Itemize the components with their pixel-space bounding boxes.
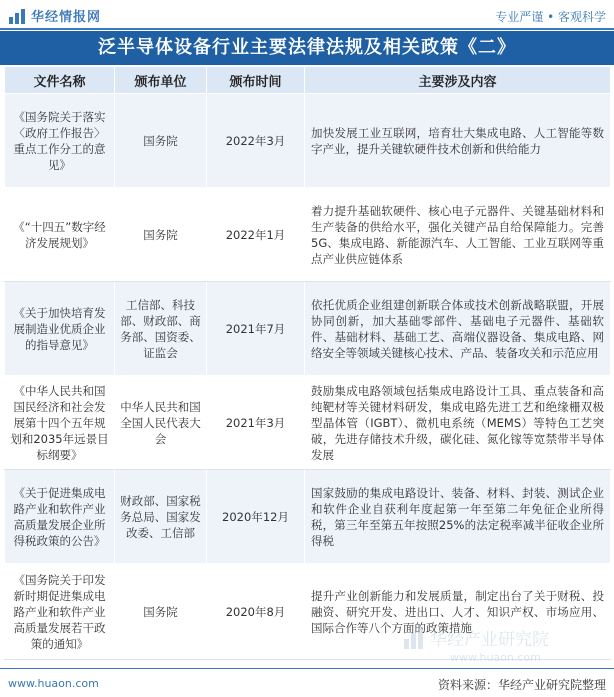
- slogan: 专业严谨 • 客观科学: [495, 10, 606, 24]
- watermark-cn: 华经产业研究院: [430, 630, 549, 650]
- page-title: 泛半导体设备行业主要法律法规及相关政策《二》: [0, 31, 614, 65]
- cell-issuer: 工信部、科技部、财政部、商务部、国资委、证监会: [115, 282, 207, 376]
- cell-content: 国家鼓励的集成电路设计、装备、材料、封装、测试企业和软件企业自获利年度起第一年至第二年免征企业所得税，第三年至第五年按照25%的法定税率减半征收企业所得税: [305, 470, 611, 564]
- cell-name: 《“十四五”数字经济发展规划》: [5, 188, 115, 282]
- cell-name: 《中华人民共和国国民经济和社会发展第十四个五年规划和2035年远景目标纲要》: [5, 376, 115, 470]
- cell-content: 加快发展工业互联网，培育壮大集成电路、人工智能等数字产业，提升关键软硬件技术创新和供给能力: [305, 94, 611, 188]
- top-bar: [0, 0, 614, 30]
- policy-table: [4, 66, 611, 660]
- cell-issuer: 国务院: [115, 564, 207, 660]
- table-header-row: [5, 67, 611, 94]
- table-row: [5, 282, 611, 376]
- brand-name: 华经情报网: [31, 10, 102, 25]
- table-row: [5, 470, 611, 564]
- cell-date: 2021年3月: [207, 376, 305, 470]
- cell-name: 《关于促进集成电路产业和软件产业高质量发展企业所得税政策的公告》: [5, 470, 115, 564]
- cell-name: 《国务院关于落实〈政府工作报告〉重点工作分工的意见》: [5, 94, 115, 188]
- column-header-content: 主要涉及内容: [305, 67, 611, 94]
- cell-content: 提升产业创新能力和发展质量，制定出台了关于财税、投融资、研究开发、进出口、人才、知识产权、市场应用、国际合作等八个方面的政策措施: [305, 564, 611, 660]
- cell-date: 2020年12月: [207, 470, 305, 564]
- cell-content: 依托优质企业组建创新联合体或技术创新战略联盟，开展协同创新，加大基础零部件、基础电子元器件、基础软件、基础材料、基础工艺、高端仪器设备、集成电路、网络安全等领域关键核心技术、产品、装备攻关和示范应用: [305, 282, 611, 376]
- cell-date: 2022年1月: [207, 188, 305, 282]
- cell-date: 2021年7月: [207, 282, 305, 376]
- footer-source: 资料来源：华经产业研究院整理: [437, 678, 606, 692]
- table-row: [5, 94, 611, 188]
- cell-issuer: 中华人民共和国全国人民代表大会: [115, 376, 207, 470]
- table-row: [5, 564, 611, 660]
- footer-url-link[interactable]: www.huaon.com: [8, 677, 99, 690]
- bar-chart-icon: [8, 8, 26, 24]
- column-header-date: 颁布时间: [207, 67, 305, 94]
- column-header-issuer: 颁布单位: [115, 67, 207, 94]
- footer-divider: [0, 668, 614, 669]
- watermark-en: www.huaon.com: [450, 651, 541, 664]
- table-row: [5, 188, 611, 282]
- top-divider: [0, 28, 614, 30]
- cell-issuer: 国务院: [115, 94, 207, 188]
- brand-logo[interactable]: [8, 6, 101, 25]
- cell-date: 2022年3月: [207, 94, 305, 188]
- cell-content: 着力提升基础软硬件、核心电子元器件、关键基础材料和生产装备的供给水平，强化关键产品自给保障能力。完善5G、集成电路、新能源汽车、人工智能、工业互联网等重点产业供应链体系: [305, 188, 611, 282]
- table-row: [5, 376, 611, 470]
- column-header-name: 文件名称: [5, 67, 115, 94]
- cell-name: 《国务院关于印发新时期促进集成电路产业和软件产业高质量发展若干政策的通知》: [5, 564, 115, 660]
- cell-date: 2020年8月: [207, 564, 305, 660]
- cell-content: 鼓励集成电路领域包括集成电路设计工具、重点装备和高纯靶材等关键材料研发，集成电路先进工艺和绝缘栅双极型晶体管（IGBT）、微机电系统（MEMS）等特色工艺突破，先进存储技术升级，碳化硅、氮化镓等宽禁带半导体发展: [305, 376, 611, 470]
- cell-name: 《关于加快培育发展制造业优质企业的指导意见》: [5, 282, 115, 376]
- cell-issuer: 财政部、国家税务总局、国家发改委、工信部: [115, 470, 207, 564]
- cell-issuer: 国务院: [115, 188, 207, 282]
